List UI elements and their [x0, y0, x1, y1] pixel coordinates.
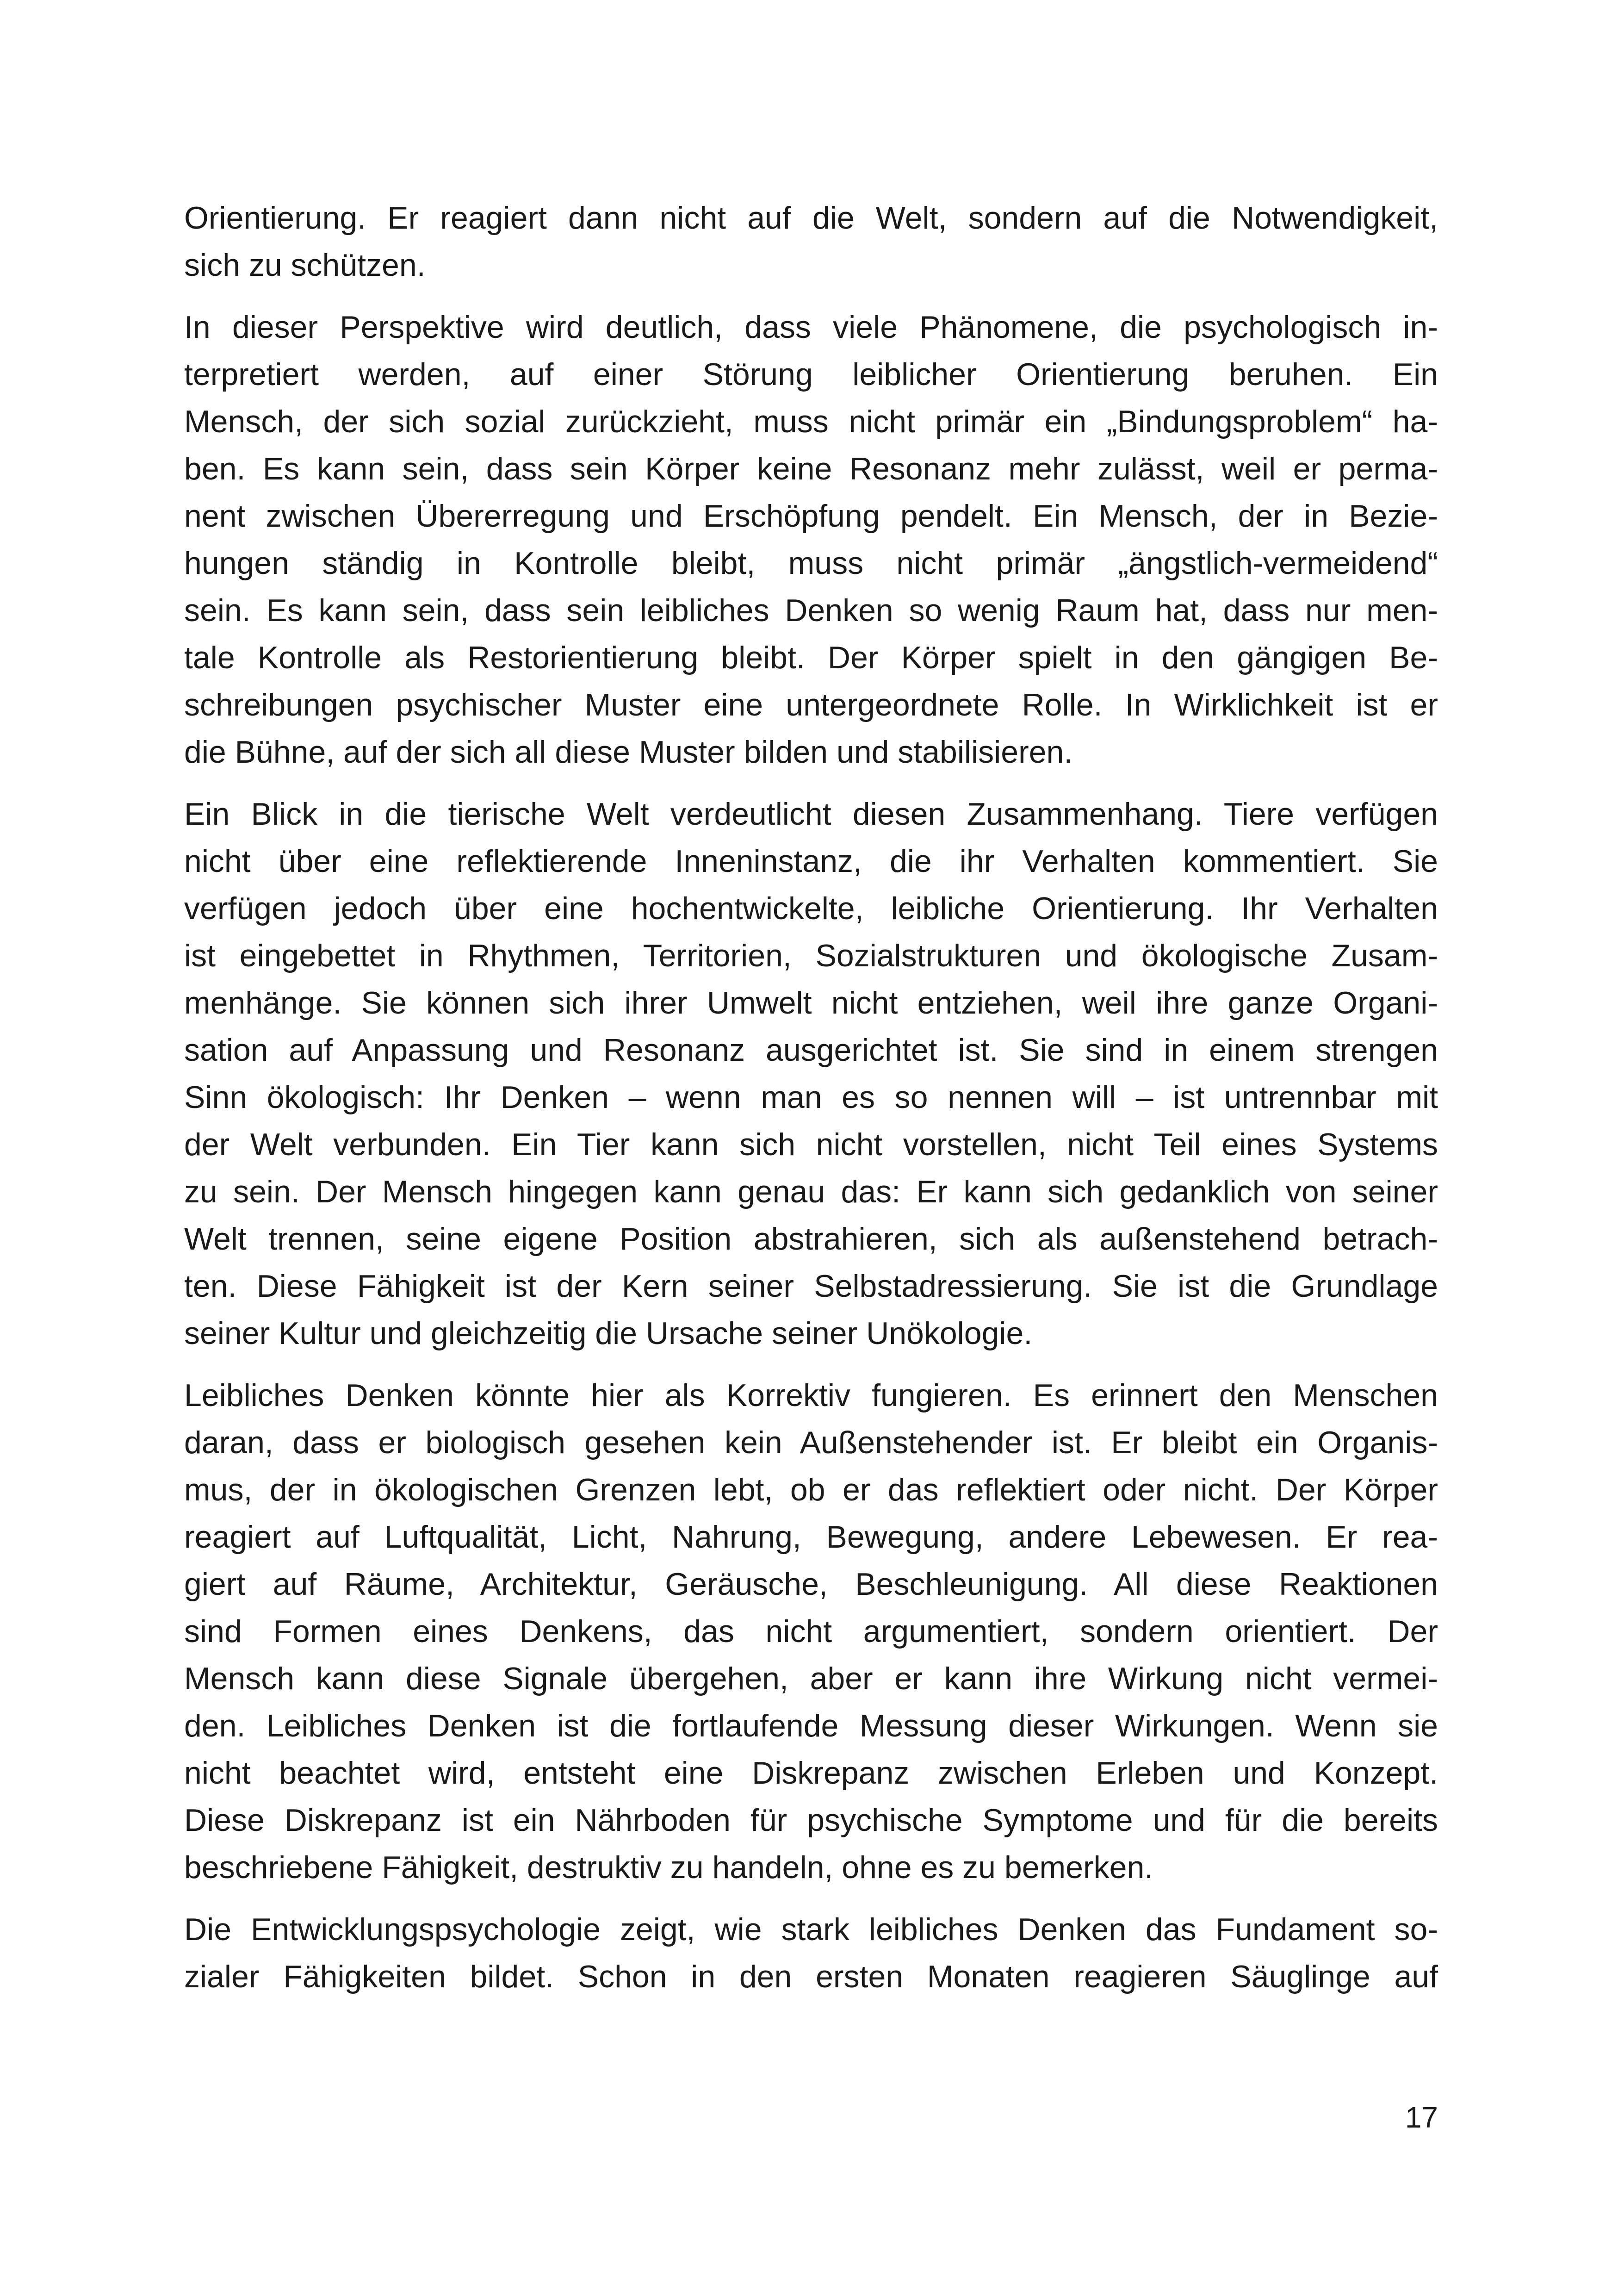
text-line: reagiert auf Luftqualität, Licht, Nahrung, Bewegung, andere Lebewesen. Er rea-	[184, 1519, 1438, 1555]
text-line: verfügen jedoch über eine hochentwickelte, leibliche Orientierung. Ihr Verhalten	[184, 891, 1438, 926]
text-line: menhänge. Sie können sich ihrer Umwelt nicht entziehen, weil ihre ganze Organi-	[184, 985, 1438, 1020]
text-line: tale Kontrolle als Restorientierung bleibt. Der Körper spielt in den gängigen Be-	[184, 640, 1438, 675]
paragraph	[184, 1372, 1438, 1891]
text-line: nent zwischen Übererregung und Erschöpfung pendelt. Ein Mensch, der in Bezie-	[184, 498, 1438, 534]
text-line: sind Formen eines Denkens, das nicht argumentiert, sondern orientiert. Der	[184, 1614, 1438, 1649]
paragraph	[184, 790, 1438, 1357]
text-line: terpretiert werden, auf einer Störung leiblicher Orientierung beruhen. Ein	[184, 357, 1438, 392]
text-line: seiner Kultur und gleichzeitig die Ursache seiner Unökologie.	[184, 1316, 1033, 1351]
body-text	[184, 194, 1438, 2015]
text-line: Mensch kann diese Signale übergehen, aber er kann ihre Wirkung nicht vermei-	[184, 1661, 1438, 1696]
text-line: Sinn ökologisch: Ihr Denken – wenn man es so nennen will – ist untrennbar mit	[184, 1080, 1438, 1115]
text-line: giert auf Räume, Architektur, Geräusche, Beschleunigung. All diese Reaktionen	[184, 1567, 1438, 1602]
text-line: den. Leibliches Denken ist die fortlaufende Messung dieser Wirkungen. Wenn sie	[184, 1708, 1438, 1743]
text-line: ist eingebettet in Rhythmen, Territorien, Sozialstrukturen und ökologische Zusam-	[184, 938, 1438, 973]
text-line: Mensch, der sich sozial zurückzieht, muss nicht primär ein „Bindungsproblem“ ha-	[184, 404, 1438, 439]
text-line: mus, der in ökologischen Grenzen lebt, ob er das reflektiert oder nicht. Der Körper	[184, 1472, 1438, 1507]
text-line: der Welt verbunden. Ein Tier kann sich nicht vorstellen, nicht Teil eines Systems	[184, 1127, 1438, 1162]
text-line: Leibliches Denken könnte hier als Korrektiv fungieren. Es erinnert den Menschen	[184, 1378, 1438, 1413]
text-line: ten. Diese Fähigkeit ist der Kern seiner Selbstadressierung. Sie ist die Grundlage	[184, 1269, 1438, 1304]
paragraph	[184, 304, 1438, 776]
text-line: In dieser Perspektive wird deutlich, dass viele Phänomene, die psychologisch in-	[184, 310, 1438, 345]
text-line: sation auf Anpassung und Resonanz ausgerichtet ist. Sie sind in einem strengen	[184, 1033, 1438, 1068]
text-line: zialer Fähigkeiten bildet. Schon in den ersten Monaten reagieren Säuglinge auf	[184, 1959, 1438, 1994]
text-line: nicht über eine reflektierende Inneninstanz, die ihr Verhalten kommentiert. Sie	[184, 844, 1438, 879]
text-line: Orientierung. Er reagiert dann nicht auf die Welt, sondern auf die Notwendigkeit,	[184, 200, 1438, 236]
text-line: hungen ständig in Kontrolle bleibt, muss nicht primär „ängstlich-vermeidend“	[184, 546, 1438, 581]
text-line: die Bühne, auf der sich all diese Muster bilden und stabilisieren.	[184, 734, 1073, 770]
text-line: daran, dass er biologisch gesehen kein Außenstehender ist. Er bleibt ein Organis-	[184, 1425, 1438, 1460]
text-line: Ein Blick in die tierische Welt verdeutlicht diesen Zusammenhang. Tiere verfügen	[184, 796, 1438, 832]
text-line: Die Entwicklungspsychologie zeigt, wie stark leibliches Denken das Fundament so-	[184, 1912, 1438, 1947]
text-line: Welt trennen, seine eigene Position abstrahieren, sich als außenstehend betrach-	[184, 1221, 1438, 1257]
text-line: zu sein. Der Mensch hingegen kann genau das: Er kann sich gedanklich von seiner	[184, 1174, 1438, 1209]
text-line: ben. Es kann sein, dass sein Körper keine Resonanz mehr zulässt, weil er perma-	[184, 451, 1438, 486]
page-number: 17	[1405, 2101, 1438, 2134]
text-line: Diese Diskrepanz ist ein Nährboden für psychische Symptome und für die bereits	[184, 1803, 1438, 1838]
paragraph	[184, 194, 1438, 289]
text-line: beschriebene Fähigkeit, destruktiv zu handeln, ohne es zu bemerken.	[184, 1850, 1153, 1885]
text-line: sich zu schützen.	[184, 248, 426, 283]
text-line: schreibungen psychischer Muster eine untergeordnete Rolle. In Wirklichkeit ist er	[184, 687, 1438, 722]
text-line: nicht beachtet wird, entsteht eine Diskrepanz zwischen Erleben und Konzept.	[184, 1755, 1438, 1791]
text-line: sein. Es kann sein, dass sein leibliches Denken so wenig Raum hat, dass nur men-	[184, 593, 1438, 628]
paragraph	[184, 1906, 1438, 2000]
